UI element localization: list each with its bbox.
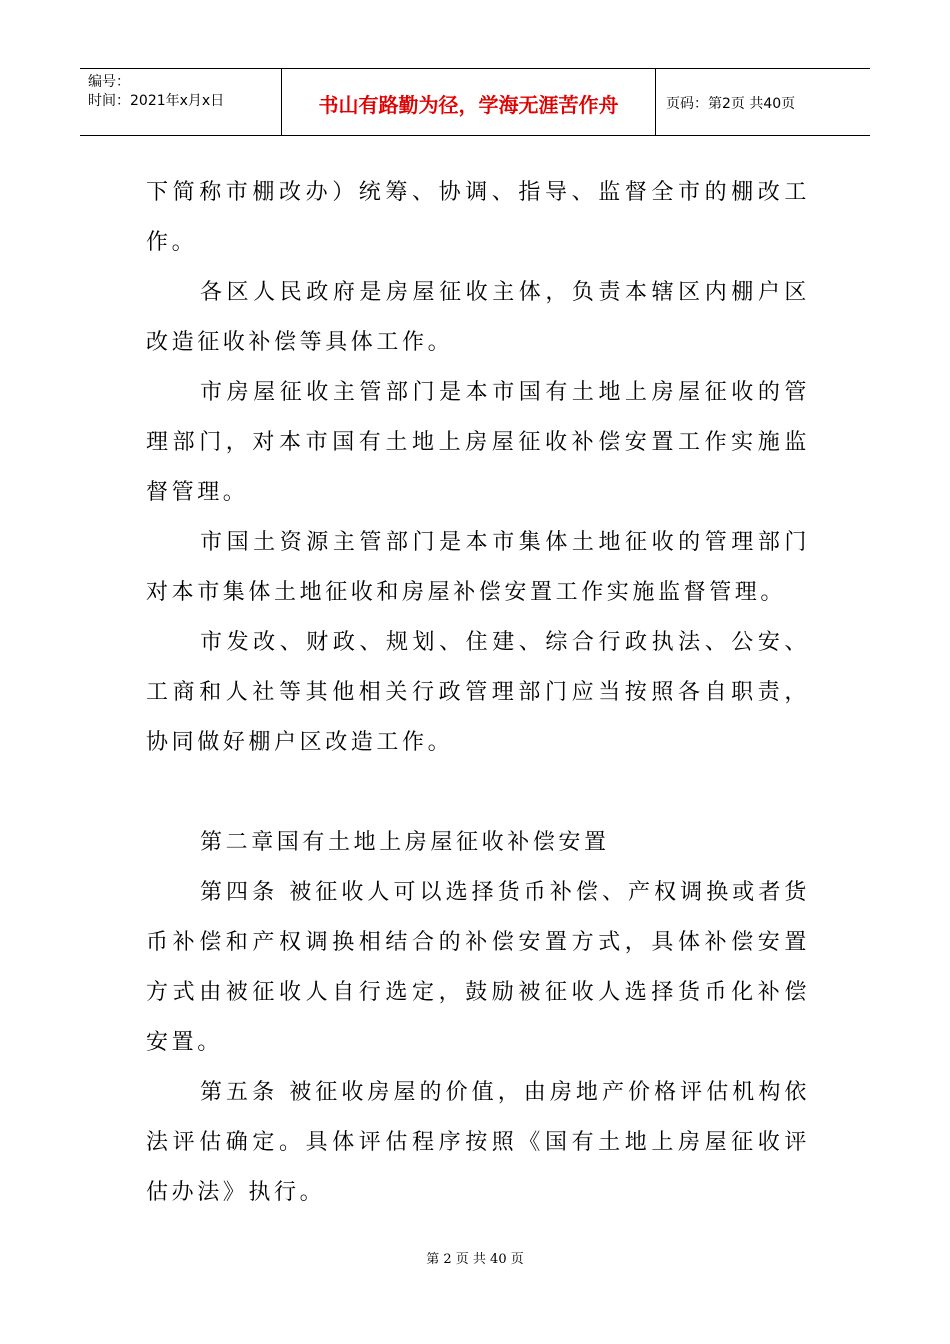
- document-time-label: 时间：2021年x月x日: [88, 93, 225, 109]
- document-number-label: 编号：: [88, 74, 130, 90]
- header-motto: 书山有路勤为径，学海无涯苦作舟: [318, 93, 619, 117]
- body-paragraph: 市国土资源主管部门是本市集体土地征收的管理部门对本市集体土地征收和房屋补偿安置工作实施监督管理。: [146, 530, 810, 605]
- article-paragraph: 第五条 被征收房屋的价值，由房地产价格评估机构依法评估确定。具体评估程序按照《国有土地上房屋征收评估办法》执行。: [146, 1080, 810, 1205]
- header-page-code: 页码：第2页 共40页: [666, 96, 796, 112]
- page-footer: 第 2 页 共 40 页: [426, 1252, 524, 1267]
- paragraph-spacer: [146, 768, 810, 818]
- body-paragraph: 下简称市棚改办）统筹、协调、指导、监督全市的棚改工作。: [146, 180, 810, 255]
- article-paragraph: 第四条 被征收人可以选择货币补偿、产权调换或者货币补偿和产权调换相结合的补偿安置方式，具体补偿安置方式由被征收人自行选定，鼓励被征收人选择货币化补偿安置。: [146, 880, 810, 1055]
- chapter-heading: 第二章国有土地上房屋征收补偿安置: [200, 830, 610, 855]
- body-paragraph: 各区人民政府是房屋征收主体，负责本辖区内棚户区改造征收补偿等具体工作。: [146, 280, 810, 355]
- body-paragraph: 市发改、财政、规划、住建、综合行政执法、公安、工商和人社等其他相关行政管理部门应当按照各自职责，协同做好棚户区改造工作。: [146, 630, 810, 755]
- page-header: [80, 68, 870, 136]
- body-paragraph: 市房屋征收主管部门是本市国有土地上房屋征收的管理部门，对本市国有土地上房屋征收补偿安置工作实施监督管理。: [146, 380, 810, 505]
- document-body: [146, 168, 810, 1218]
- header-divider: [655, 69, 656, 135]
- header-meta: [88, 73, 224, 111]
